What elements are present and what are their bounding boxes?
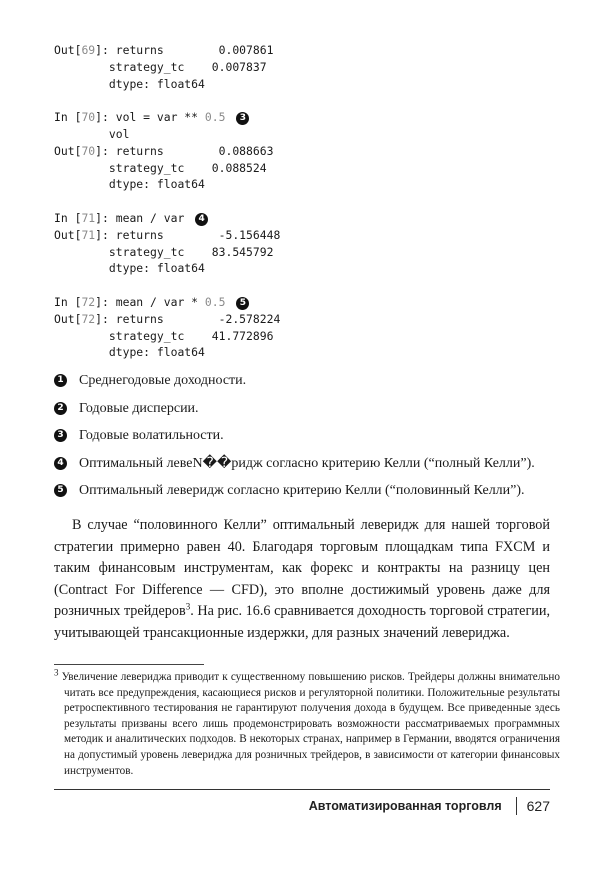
- note-text: Годовые волатильности.: [79, 428, 224, 443]
- footnote: $^3$ Увеличение левериджа приводит к существенному повышению рисков. Трейдеры должны внимательно читать все предупреждения, касающиеся рисков и регуляторной политики. Положительные результаты ретроспективного тестирования не гарантируют получения дохода в будущем. Все приведенные здесь результаты призваны всего лишь продемонстрировать возможности рассматриваемых программных методик и аналитических подходов. В некоторых странах, например в Германии, вводятся ограничения на допустимый уровень левериджа для розничных трейдеров, в зависимости от категории финансовых инструментов.: [54, 667, 560, 777]
- page-footer: [309, 796, 550, 816]
- body-paragraph: В случае “половинного Келли” оптимальный леверидж для нашей торговой стратегии примерно равен 40. Благодаря торговым площадкам типа FXCM и таким финансовым инструментам, как форекс и контракты на разницу цен (Contract For Difference — CFD), это вполне достижимый уровень даже для розничных трейдеров$^3$. На рис. 16.6 сравнивается доходность торговой стратегии, учитывающей трансакционные издержки, для разных значений левериджа.: [54, 517, 550, 641]
- code-line: dtype: float64: [108, 261, 205, 276]
- code-line: In [71]: mean / var 4: [54, 210, 574, 227]
- footnote-reference[interactable]: 3: [185, 601, 191, 612]
- code-line: strategy_tc 83.545792: [108, 244, 274, 259]
- note-item: [54, 455, 554, 483]
- note-item: [54, 482, 554, 510]
- note-text: Среднегодовые доходности.: [79, 373, 247, 388]
- code-line: Out[72]: returns -2.578224: [54, 311, 281, 326]
- code-line: vol: [108, 126, 130, 141]
- code-line: Out[71]: returns -5.156448: [54, 227, 281, 242]
- code-line: In [70]: vol = var ** 0.5 3: [54, 109, 574, 126]
- callout-notes: [54, 372, 554, 510]
- callout-marker-icon: 3: [236, 112, 249, 125]
- note-item: [54, 427, 554, 455]
- callout-marker-icon: 5: [54, 484, 67, 497]
- note-text: Оптимальный левеN��ридж согласно критерию Келли (“полный Келли”).: [79, 455, 535, 471]
- footer-separator: [516, 797, 517, 815]
- callout-marker-icon: 4: [54, 457, 67, 470]
- code-line: In [72]: mean / var * 0.5 5: [54, 294, 574, 311]
- code-line: Out[69]: returns 0.007861: [54, 43, 274, 57]
- code-line: dtype: float64: [108, 177, 205, 192]
- callout-marker-icon: 5: [236, 297, 249, 310]
- running-title: Автоматизированная торговля: [308, 799, 502, 813]
- code-line: strategy_tc 0.007837: [108, 59, 267, 74]
- callout-marker-icon: 1: [54, 374, 67, 387]
- code-line: strategy_tc 0.088524: [108, 160, 267, 175]
- code-line: dtype: float64: [108, 345, 205, 360]
- page-number: 627: [526, 798, 550, 814]
- code-line: Out[70]: returns 0.088663: [54, 143, 274, 158]
- code-listing: [54, 42, 574, 361]
- note-text: Годовые дисперсии.: [79, 400, 199, 416]
- callout-marker-icon: 2: [54, 402, 67, 415]
- callout-marker-icon: 3: [54, 429, 67, 442]
- note-item: [54, 372, 554, 400]
- footer-divider: [54, 789, 550, 790]
- code-line: dtype: float64: [108, 76, 205, 91]
- footnote-divider: [54, 664, 204, 665]
- callout-marker-icon: 4: [195, 213, 208, 226]
- note-text: Оптимальный леверидж согласно критерию Келли (“половинный Келли”).: [79, 483, 525, 498]
- note-item: [54, 400, 554, 428]
- code-line: strategy_tc 41.772896: [108, 328, 274, 343]
